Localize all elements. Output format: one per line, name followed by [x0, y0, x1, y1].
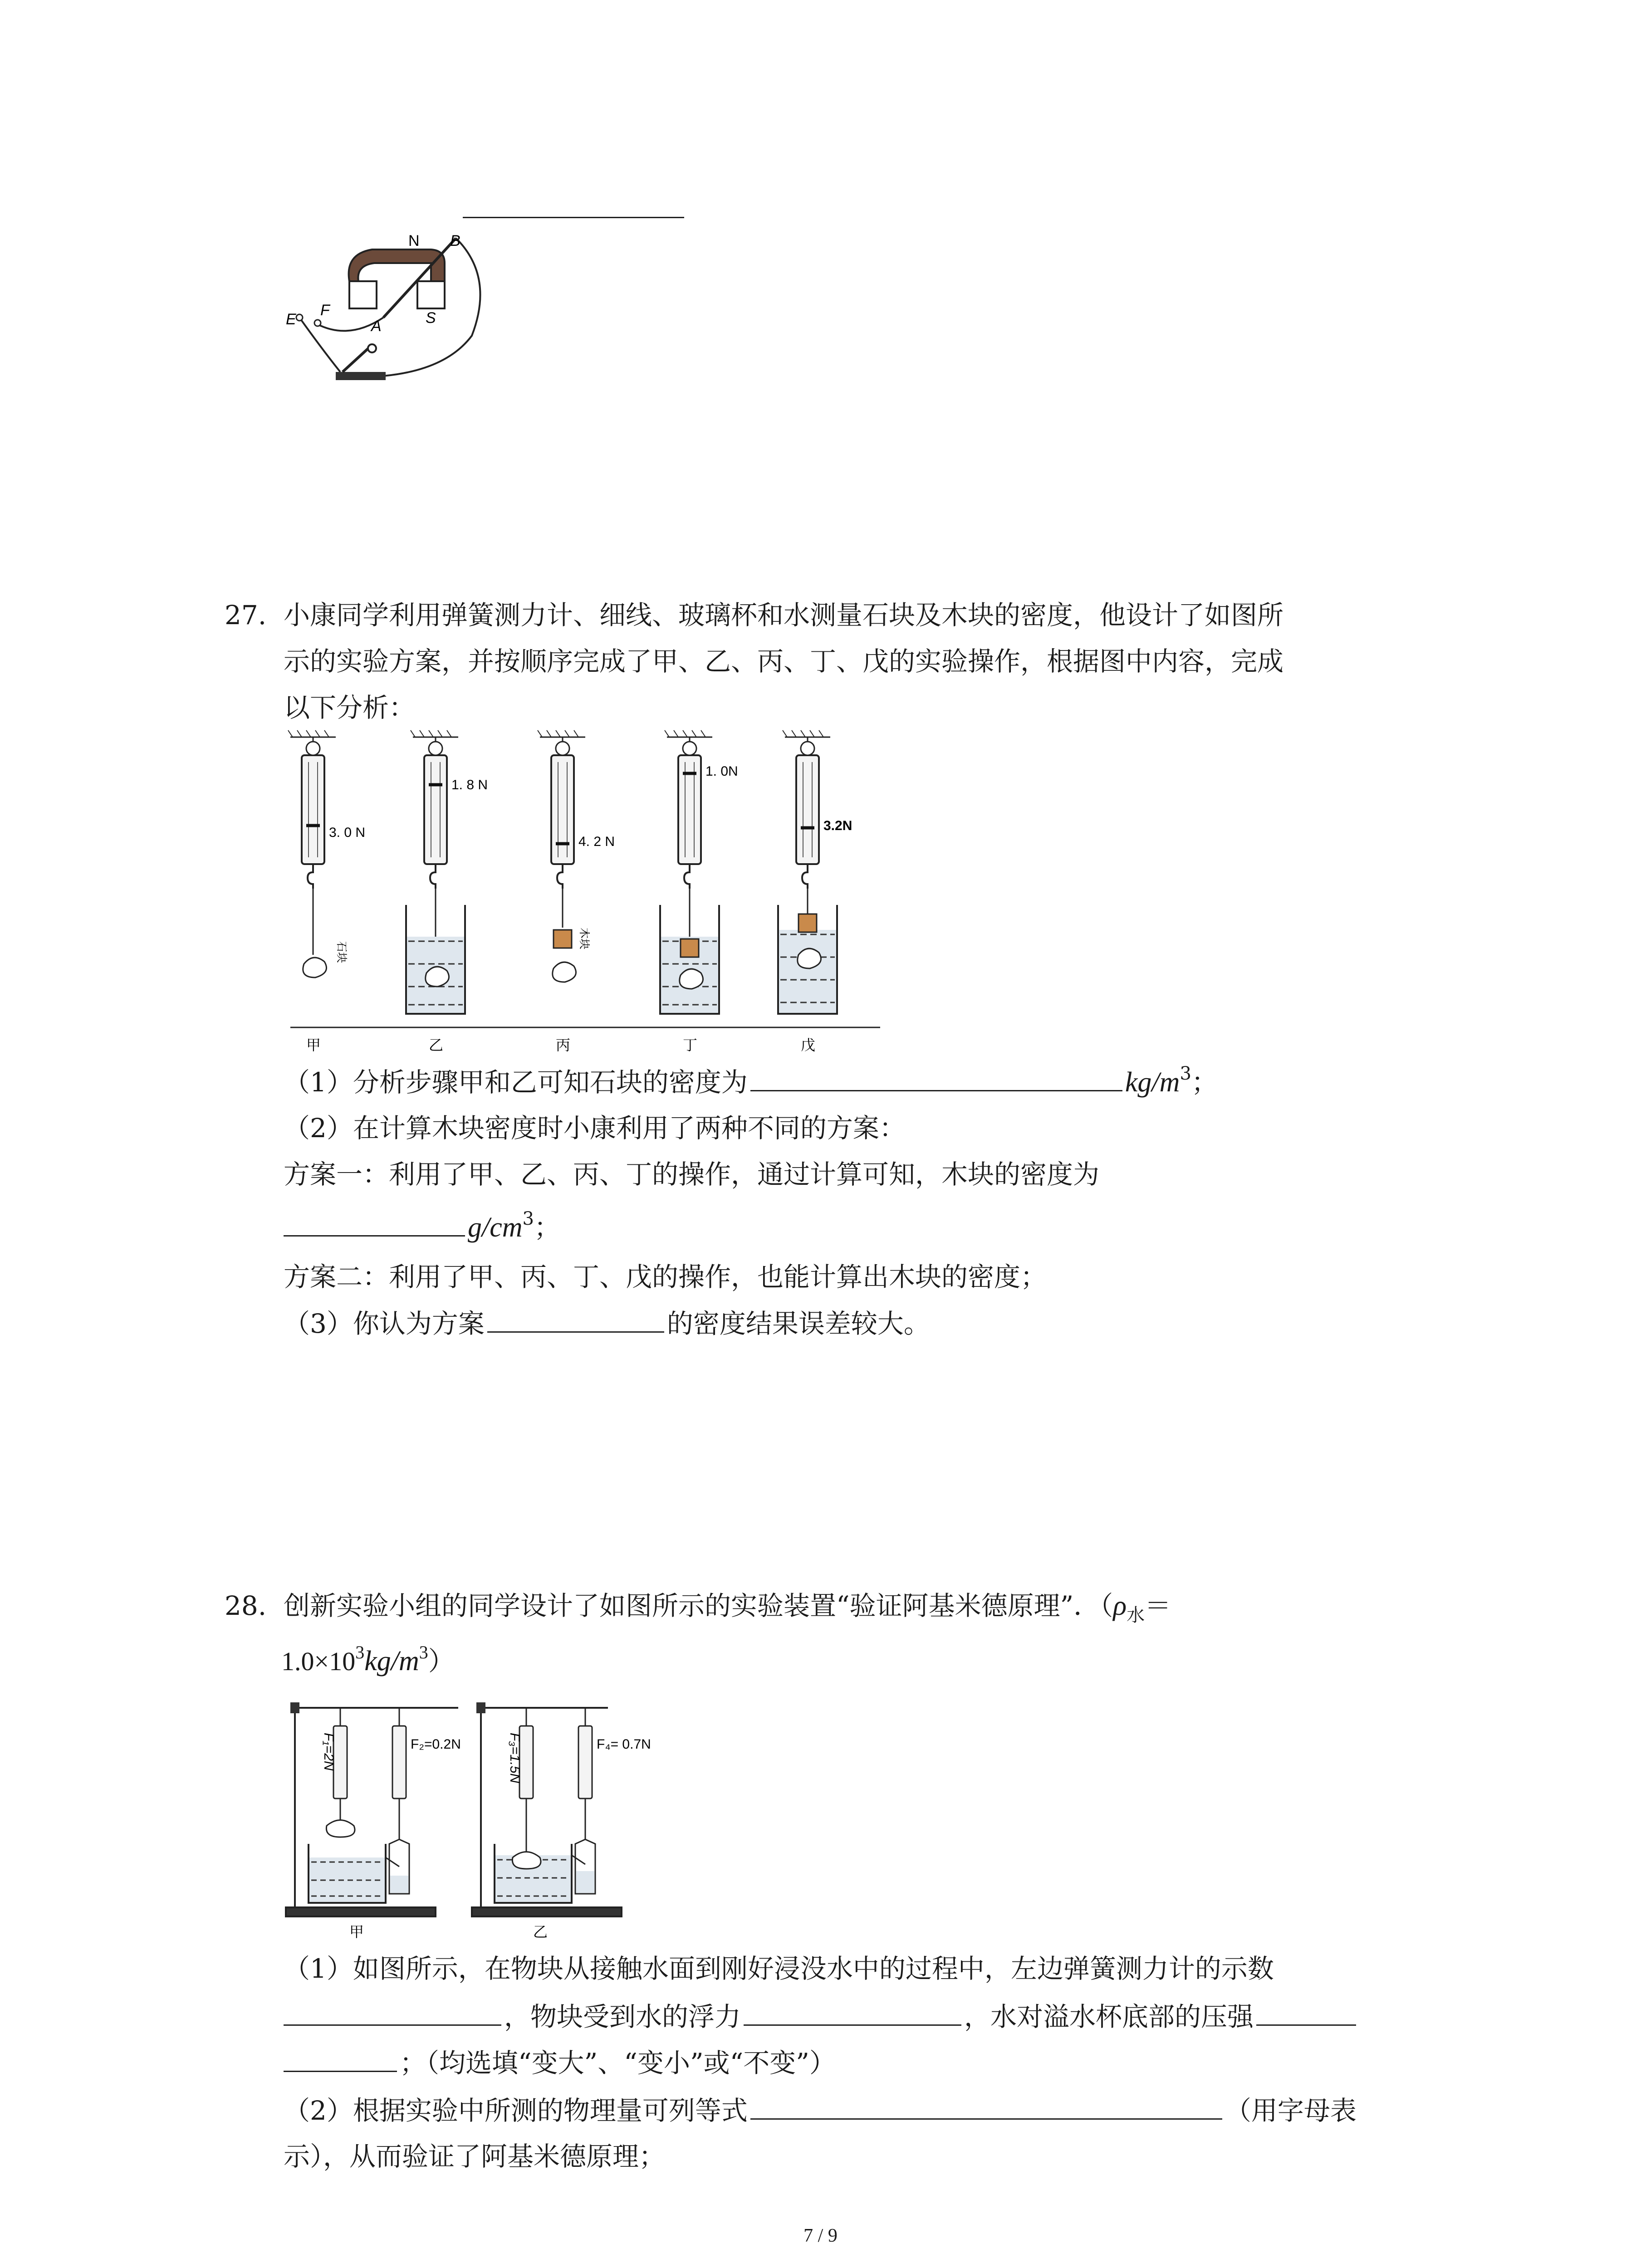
q28-pressure-blank[interactable] — [1256, 1998, 1356, 2026]
reading-yi: 1. 8 N — [451, 777, 488, 792]
q27-part1-unit: kg/m — [1125, 1067, 1180, 1098]
q27-text-line-3: 以下分析： — [284, 692, 416, 723]
q27-text-line-1: 小康同学利用弹簧测力计、细线、玻璃杯和水测量石块及木块的密度，他设计了如图所 — [284, 600, 1284, 631]
tag-wood: 木块 — [578, 928, 590, 949]
q27-scheme1-end: ； — [534, 1212, 560, 1243]
q28-density-exp: 3 — [355, 1642, 365, 1662]
q27-spring-scale-figure — [281, 728, 889, 1055]
q28-density-unit-exp: 3 — [419, 1642, 428, 1662]
q27-part1-blank[interactable] — [750, 1064, 1122, 1091]
q27-scheme1-unit-exp: 3 — [522, 1208, 534, 1229]
q28-eq: ＝ — [1145, 1590, 1171, 1621]
label-f2: F₂=0.2N — [411, 1737, 461, 1752]
q28-part1-mid2: ，水对溢水杯底部的压强 — [964, 2001, 1254, 2032]
step-label-yi: 乙 — [429, 1037, 444, 1053]
q27-part1-end: ； — [1191, 1067, 1218, 1098]
q27-scheme1-blank[interactable] — [284, 1209, 465, 1237]
tag-stone: 石块 — [335, 941, 348, 963]
q28-pressure-blank-cont[interactable] — [284, 2044, 397, 2072]
q27-part1-unit-exp: 3 — [1180, 1063, 1191, 1084]
q28-rho: ρ — [1113, 1590, 1127, 1621]
q28-number: 28. — [225, 1590, 267, 1621]
q28-line-2-end: ） — [428, 1647, 455, 1676]
q28-part1-line-3 — [284, 2044, 836, 2081]
label-n: N — [408, 232, 420, 249]
label-f4: F₄= 0.7N — [597, 1737, 651, 1752]
q28-equation-blank[interactable] — [750, 2092, 1222, 2120]
reading-jia: 3. 0 N — [329, 825, 366, 840]
q27-part2: （2）在计算木块密度时小康利用了两种不同的方案： — [284, 1113, 906, 1144]
label-e: E — [286, 311, 296, 328]
label-f1: F₁=2N — [321, 1733, 336, 1771]
step-label-wu: 戊 — [801, 1037, 816, 1053]
q27-number: 27. — [225, 600, 267, 631]
fig-label-yi: 乙 — [533, 1924, 548, 1940]
q28-part2-suffix: （用字母表 — [1225, 2095, 1357, 2126]
q27-text-line-2: 示的实验方案，并按顺序完成了甲、乙、丙、丁、戊的实验操作，根据图中内容，完成 — [284, 646, 1284, 677]
q28-buoyancy-blank[interactable] — [744, 1998, 961, 2026]
step-label-bing: 丙 — [556, 1037, 571, 1053]
q28-line-2 — [281, 1643, 455, 1680]
q27-scheme1: 方案一：利用了甲、乙、丙、丁的操作，通过计算可知，木块的密度为 — [284, 1159, 1100, 1190]
label-f: F — [320, 302, 330, 319]
q28-part2-text: （2）根据实验中所测的物理量可列等式 — [284, 2095, 748, 2126]
label-b: B — [450, 232, 460, 249]
label-f3: F₃=1.5N — [507, 1733, 522, 1784]
label-a: A — [371, 318, 382, 335]
q28-part1-end: ；（均选填“变大”、“变小”或“不变”） — [400, 2048, 836, 2078]
top-answer-blank[interactable] — [463, 217, 684, 218]
q28-line-1-text: 创新实验小组的同学设计了如图所示的实验装置“验证阿基米德原理”．（ — [284, 1590, 1113, 1621]
q28-part1-mid1: ，物块受到水的浮力 — [504, 2001, 741, 2032]
q28-archimedes-figure — [281, 1690, 671, 1944]
q27-part1 — [284, 1064, 1218, 1100]
q28-line-1 — [284, 1588, 1171, 1624]
q28-density-unit: kg/m — [364, 1646, 419, 1677]
q27-part3-blank[interactable] — [487, 1305, 664, 1333]
reading-ding: 1. 0N — [705, 764, 738, 779]
step-label-ding: 丁 — [683, 1037, 698, 1053]
electromagnet-figure — [281, 222, 508, 404]
q28-part1-line-1: （1）如图所示，在物块从接触水面到刚好浸没水中的过程中，左边弹簧测力计的示数 — [284, 1953, 1274, 1984]
reading-bing: 4. 2 N — [578, 834, 615, 849]
q27-part3-suffix: 的密度结果误差较大。 — [666, 1308, 930, 1339]
q28-part1-line-2 — [284, 1998, 1359, 2035]
q28-part2-line-1 — [284, 2092, 1357, 2129]
q27-part3-text: （3）你认为方案 — [284, 1308, 485, 1339]
label-s: S — [426, 309, 436, 327]
step-label-jia: 甲 — [306, 1037, 321, 1053]
q28-density-value: 1.0×10 — [281, 1647, 356, 1676]
reading-wu: 3.2N — [823, 818, 852, 833]
q27-scheme1-answer — [284, 1209, 560, 1246]
fig-label-jia: 甲 — [349, 1924, 364, 1940]
q28-part2-line-2: 示），从而验证了阿基米德原理； — [284, 2141, 666, 2172]
q27-scheme1-unit: g/cm — [468, 1212, 523, 1243]
q27-part1-text: （1）分析步骤甲和乙可知石块的密度为 — [284, 1067, 748, 1098]
q27-scheme2: 方案二：利用了甲、丙、丁、戊的操作，也能计算出木块的密度； — [284, 1261, 1047, 1292]
q27-part3 — [284, 1305, 930, 1342]
q28-rho-sub: 水 — [1127, 1605, 1145, 1626]
page-number: 7 / 9 — [803, 2225, 838, 2246]
q28-scale-reading-blank[interactable] — [284, 1998, 501, 2026]
